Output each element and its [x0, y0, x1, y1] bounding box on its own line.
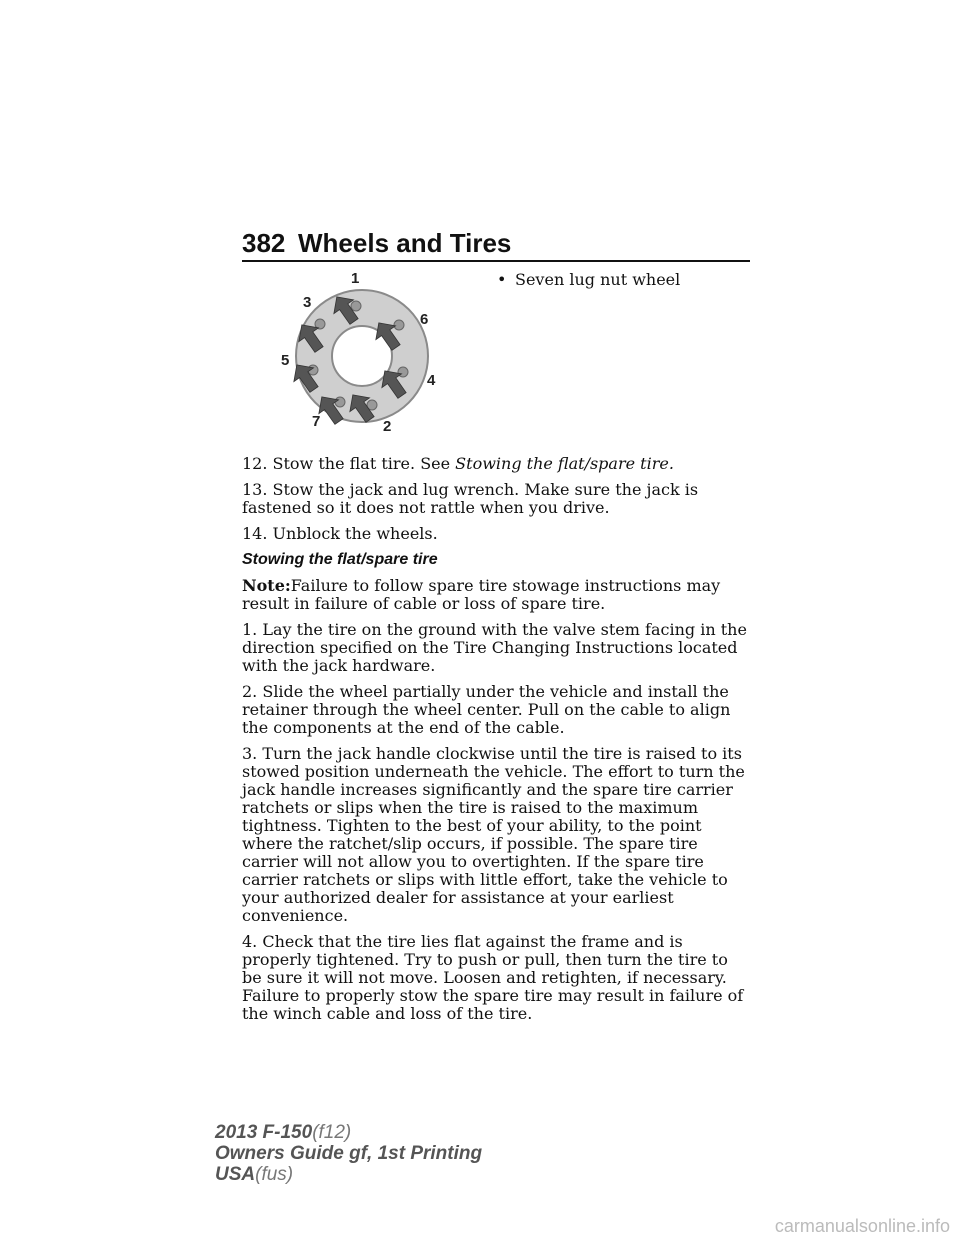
bullet-marker: • — [497, 270, 507, 289]
bullet-item — [497, 270, 680, 290]
cross-reference: Stowing the flat/spare tire. — [455, 454, 674, 473]
lug-nut — [394, 320, 404, 330]
step-14: 14. Unblock the wheels. — [242, 524, 438, 543]
label-7: 7 — [312, 413, 321, 430]
lug-nut — [351, 301, 361, 311]
bullet-text: Seven lug nut wheel — [515, 270, 681, 289]
note-label: Note: — [242, 576, 291, 595]
lug-nut-wheel-diagram — [276, 266, 446, 438]
note-text: Failure to follow spare tire stowage instructions may result in failure of cable or loss of spare tire. — [242, 576, 721, 613]
subsection-heading: Stowing the flat/spare tire — [242, 551, 438, 568]
label-3: 3 — [303, 294, 312, 311]
note — [242, 577, 750, 613]
stow-step-1: 1. Lay the tire on the ground with the valve stem facing in the direction specified on the Tire Changing Instructions located with the jack hardware. — [242, 620, 747, 675]
lug-nut — [335, 397, 345, 407]
section-title: Wheels and Tires — [298, 228, 512, 258]
footer-market-code: (fus) — [255, 1164, 294, 1185]
step-13: 13. Stow the jack and lug wrench. Make sure the jack is fastened so it does not rattle when you drive. — [242, 480, 699, 517]
header-rule — [242, 260, 750, 262]
label-1: 1 — [351, 270, 360, 287]
footer — [215, 1122, 482, 1185]
stow-step-2: 2. Slide the wheel partially under the vehicle and install the retainer through the wheel center. Pull on the cable to align the components at the end of the cable. — [242, 682, 731, 737]
stow-step-3: 3. Turn the jack handle clockwise until the tire is raised to its stowed position underneath the vehicle. The effort to turn the jack handle increases significantly and the spare tire carrier ratchets or slips when the tire is raised to the maximum tightness. Tighten to the best of your ability, to the point where the ratchet/slip occurs, if possible. The spare tire carrier will not allow you to overtighten. If the spare tire carrier ratchets or slips with little effort, take the vehicle to your authorized dealer for assistance at your earliest convenience. — [242, 744, 745, 925]
wheel-svg — [276, 266, 446, 438]
label-5: 5 — [281, 352, 290, 369]
footer-edition: Owners Guide gf, 1st Printing — [215, 1143, 483, 1164]
stow-step-4: 4. Check that the tire lies flat against the frame and is properly tightened. Try to push or pull, then turn the tire to be sure it will not move. Loosen and retighten, if necessary. Failure to properly stow the spare tire may result in failure of the winch cable and loss of the tire. — [242, 932, 744, 1023]
page-number: 382 — [242, 228, 286, 258]
label-2: 2 — [383, 418, 392, 435]
step-12: 12. Stow the flat tire. See Stowing the flat/spare tire. — [242, 454, 674, 473]
footer-market: USA — [215, 1164, 256, 1185]
body-text — [242, 455, 750, 1031]
watermark: carmanualsonline.info — [774, 1216, 950, 1236]
label-6: 6 — [420, 311, 429, 328]
page-header — [242, 226, 750, 260]
label-4: 4 — [427, 372, 436, 389]
footer-model-code: (f12) — [312, 1122, 352, 1143]
footer-model: 2013 F-150 — [215, 1122, 313, 1143]
